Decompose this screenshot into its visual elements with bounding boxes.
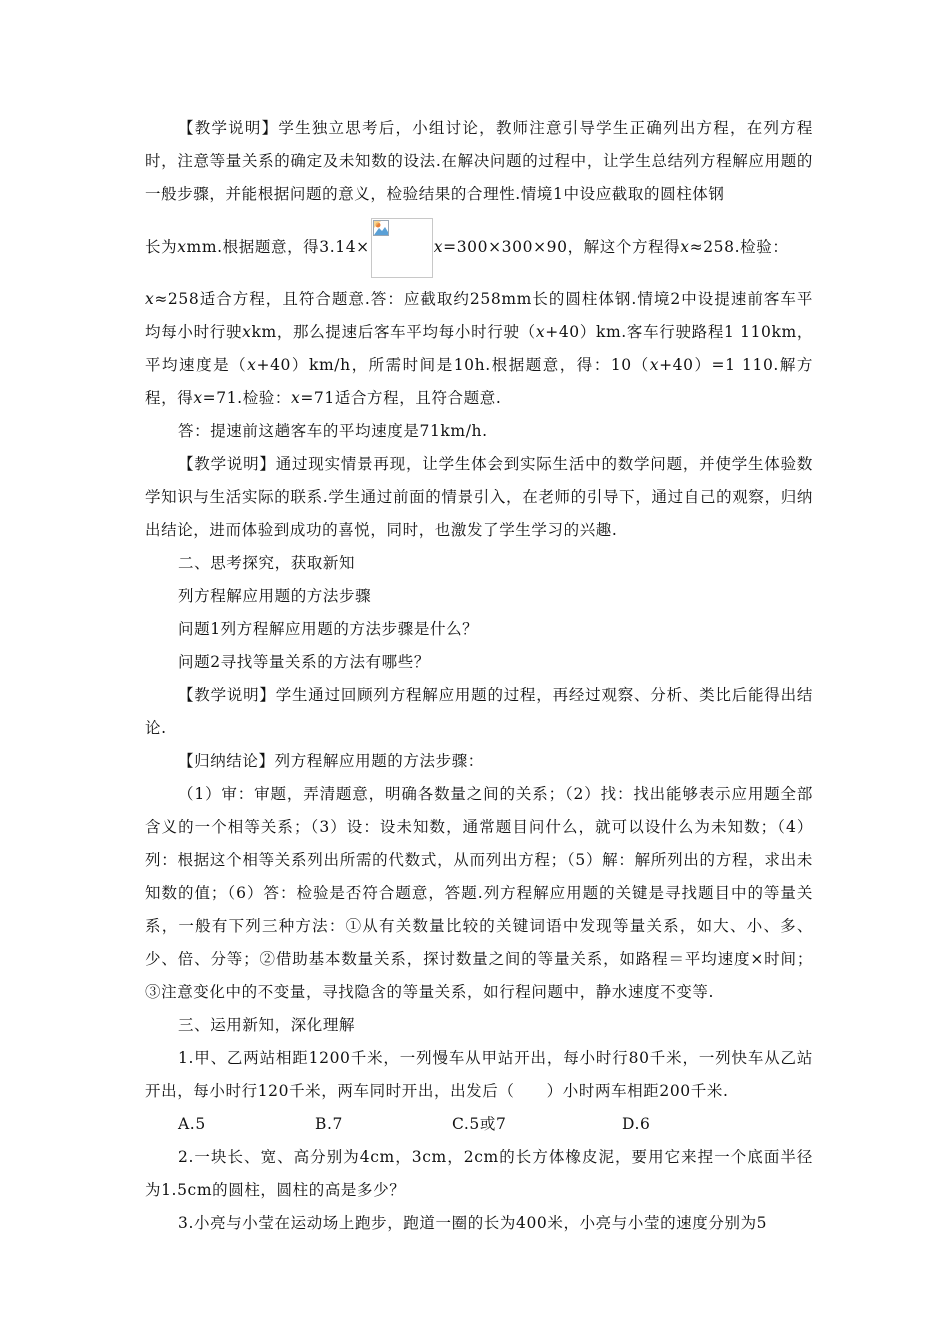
text-fragment: =300×300×90，解这个方程得: [443, 238, 681, 256]
paragraph-text: 学生通过回顾列方程解应用题的过程，再经过观察、分析、类比后能得出结论.: [145, 686, 813, 737]
equation-line: [145, 211, 813, 283]
variable-x: x: [193, 389, 203, 407]
exercise-1: 1.甲、乙两站相距1200千米，一列慢车从甲站开出，每小时行80千米，一列快车从乙站开出，每小时行120千米，两车同时开出，出发后（ ）小时两车相距200千米.: [145, 1049, 813, 1100]
option-b: B.7: [315, 1115, 343, 1133]
text-fragment: mm.根据题意，得3.14×: [186, 238, 370, 256]
variable-x: x: [649, 356, 660, 374]
exercise-3: 3.小亮与小莹在运动场上跑步，跑道一圈的长为400米，小亮与小莹的速度分别为5: [178, 1214, 768, 1232]
document-page: [145, 112, 813, 1240]
text-fragment: 长为: [145, 238, 178, 256]
question-2: 问题2寻找等量关系的方法有哪些？: [178, 653, 430, 671]
teaching-note-label: 【教学说明】: [178, 119, 279, 137]
text-fragment: ≈258适合方程，且符合题意.答：应截取约258mm长的圆柱体钢.情境2中设提速前客车平均每小时行驶: [145, 290, 813, 341]
steps-paragraph: （1）审：审题，弄清题意，明确各数量之间的关系；（2）找：找出能够表示应用题全部含义的一个相等关系；（3）设：设未知数，通常题目问什么，就可以设什么为未知数；（4）列：根据这个相等关系列出所需的代数式，从而列出方程；（5）解：解所列出的方程，求出未知数的值；（6）答：检验是否符合题意，答题.列方程解应用题的关键是寻找题目中的等量关系，一般有下列三种方法：①从有关数量比较的关键词语中发现等量关系，如大、小、多、少、倍、分等；②借助基本数量关系，探讨数量之间的等量关系，如路程＝平均速度×时间；③注意变化中的不变量，寻找隐含的等量关系，如行程问题中，静水速度不变等.: [145, 785, 813, 1001]
exercise-2: 2.一块长、宽、高分别为4cm，3cm，2cm的长方体橡皮泥，要用它来捏一个底面半径为1.5cm的圆柱，圆柱的高是多少？: [145, 1148, 813, 1199]
answer-line: 答：提速前这趟客车的平均速度是71km/h.: [178, 422, 488, 440]
text-fragment: =71.检验：: [202, 389, 291, 407]
text-fragment: km，那么提速后客车平均每小时行驶（: [251, 323, 536, 341]
section-heading-3: 三、运用新知，深化理解: [178, 1016, 356, 1034]
option-a: A.5: [178, 1115, 206, 1133]
question-1: 问题1列方程解应用题的方法步骤是什么？: [178, 620, 479, 638]
variable-x: x: [535, 323, 546, 341]
text-fragment: +40）km/h，所需时间是10h.根据题意，得：10（: [256, 356, 650, 374]
variable-x: x: [680, 238, 690, 256]
paragraph-teaching-note-2: [145, 448, 813, 547]
method-title: 列方程解应用题的方法步骤: [178, 587, 372, 605]
paragraph-text: 学生独立思考后，小组讨论，教师注意引导学生正确列出方程，在列方程时，注意等量关系的确定及未知数的设法.在解决问题的过程中，让学生总结列方程解应用题的一般步骤，并能根据问题的意义，检验结果的合理性.情境1中设应截取的圆柱体钢: [145, 119, 814, 203]
paragraph-teaching-note-3: [145, 679, 813, 745]
variable-x: x: [242, 323, 252, 341]
paragraph-continuation: [145, 283, 813, 415]
option-c: C.5或7: [452, 1115, 507, 1133]
exercise-1-options: [145, 1108, 813, 1141]
paragraph-text: 通过现实情景再现，让学生体会到实际生活中的数学问题，并使学生体验数学知识与生活实际的联系.学生通过前面的情景引入，在老师的引导下，通过自己的观察，归纳出结论，进而体验到成功的喜悦，同时，也激发了学生学习的兴趣.: [145, 455, 813, 539]
variable-x: x: [145, 290, 155, 308]
paragraph-text: 列方程解应用题的方法步骤：: [274, 752, 484, 770]
conclusion-label: 【归纳结论】: [178, 752, 275, 770]
variable-x: x: [247, 356, 257, 374]
variable-x: x: [291, 389, 301, 407]
variable-x: x: [177, 238, 187, 256]
text-fragment: =71适合方程，且符合题意.: [300, 389, 502, 407]
option-d: D.6: [622, 1115, 651, 1133]
variable-x: x: [433, 238, 444, 256]
section-heading-2: 二、思考探究，获取新知: [178, 554, 356, 572]
paragraph-teaching-note-1: [145, 112, 813, 211]
text-fragment: +40）=1 110.解方程，得: [145, 356, 813, 407]
broken-image-placeholder: [371, 218, 433, 278]
teaching-note-label: 【教学说明】: [178, 455, 276, 473]
paragraph-conclusion: [145, 745, 813, 778]
teaching-note-label: 【教学说明】: [178, 686, 276, 704]
text-fragment: +40）km.客车行驶路程1 110km，平均速度是（: [145, 323, 813, 374]
broken-image-icon: [373, 220, 389, 236]
text-fragment: ≈258.检验：: [689, 238, 789, 256]
